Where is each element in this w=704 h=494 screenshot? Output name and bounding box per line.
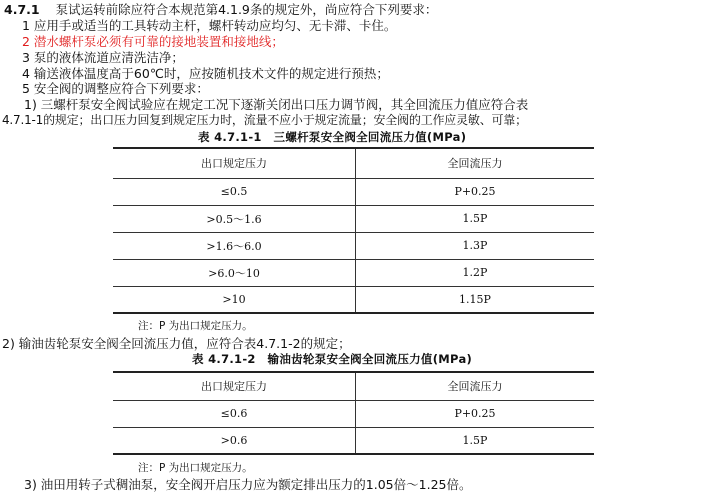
item-5: 5 安全阀的调整应符合下列要求： <box>22 81 209 96</box>
table-row <box>113 400 594 427</box>
table1-caption: 表 4.7.1-1 三螺杆泵安全阀全回流压力值(MPa) <box>198 130 467 144</box>
table1-cell: 1.3P <box>356 232 595 259</box>
item-2: 2 潜水螺杆泵必须有可靠的接地装置和接地线； <box>22 34 284 49</box>
item-4: 4 输送液体温度高于60℃时，应按随机技术文件的规定进行预热； <box>22 66 389 81</box>
sub1-line1: 1) 三螺杆泵安全阀试验应在规定工况下逐渐关闭出口压力调节阀，其全回流压力值应符合表 <box>24 97 529 112</box>
table1-cell: P+0.25 <box>356 178 595 205</box>
table2-caption: 表 4.7.1-2 输油齿轮泵安全阀全回流压力值(MPa) <box>192 352 473 366</box>
table1-cell: >1.6～6.0 <box>113 232 356 259</box>
table1-note: 注：P 为出口规定压力。 <box>138 320 253 332</box>
table1-cell: 1.2P <box>356 259 595 286</box>
table1-cell: 1.5P <box>356 205 595 232</box>
item-3: 3 泵的液体流道应清洗洁净； <box>22 50 184 65</box>
table2-cell: P+0.25 <box>356 400 595 427</box>
table2-header-reflux: 全回流压力 <box>356 372 595 400</box>
clause-intro: 泵试运转前除应符合本规范第4.1.9条的规定外，尚应符合下列要求： <box>55 2 438 17</box>
item-1: 1 应用手或适当的工具转动主杆，螺杆转动应均匀、无卡滞、卡住。 <box>22 18 397 33</box>
table1-cell: >6.0～10 <box>113 259 356 286</box>
table2-cell: ≤0.6 <box>113 400 356 427</box>
table1-cell: ≤0.5 <box>113 178 356 205</box>
table-row <box>113 427 594 454</box>
table1-header-outlet: 出口规定压力 <box>113 148 356 178</box>
clause-header <box>4 2 437 17</box>
table1-cell: >0.5～1.6 <box>113 205 356 232</box>
table-row <box>113 205 594 232</box>
table-row <box>113 286 594 313</box>
table2-header-outlet: 出口规定压力 <box>113 372 356 400</box>
table1-cell: >10 <box>113 286 356 313</box>
sub3: 3) 油田用转子式稠油泵，安全阀开启压力应为额定排出压力的1.05倍～1.25倍。 <box>24 477 472 492</box>
table-row <box>113 259 594 286</box>
table2-cell: 1.5P <box>356 427 595 454</box>
sub2: 2) 输油齿轮泵安全阀全回流压力值，应符合表4.7.1-2的规定； <box>2 336 351 351</box>
clause-number: 4.7.1 <box>4 2 40 17</box>
table-row <box>113 178 594 205</box>
table1 <box>113 147 594 314</box>
table1-header-reflux: 全回流压力 <box>356 148 595 178</box>
table-row <box>113 232 594 259</box>
table2 <box>113 371 594 455</box>
table2-note: 注：P 为出口规定压力。 <box>138 462 253 474</box>
table1-cell: 1.15P <box>356 286 595 313</box>
table2-cell: >0.6 <box>113 427 356 454</box>
sub1-line2: 4.7.1-1的规定；出口压力回复到规定压力时，流量不应小于规定流量；安全阀的工作应灵敏、可靠； <box>2 113 527 127</box>
